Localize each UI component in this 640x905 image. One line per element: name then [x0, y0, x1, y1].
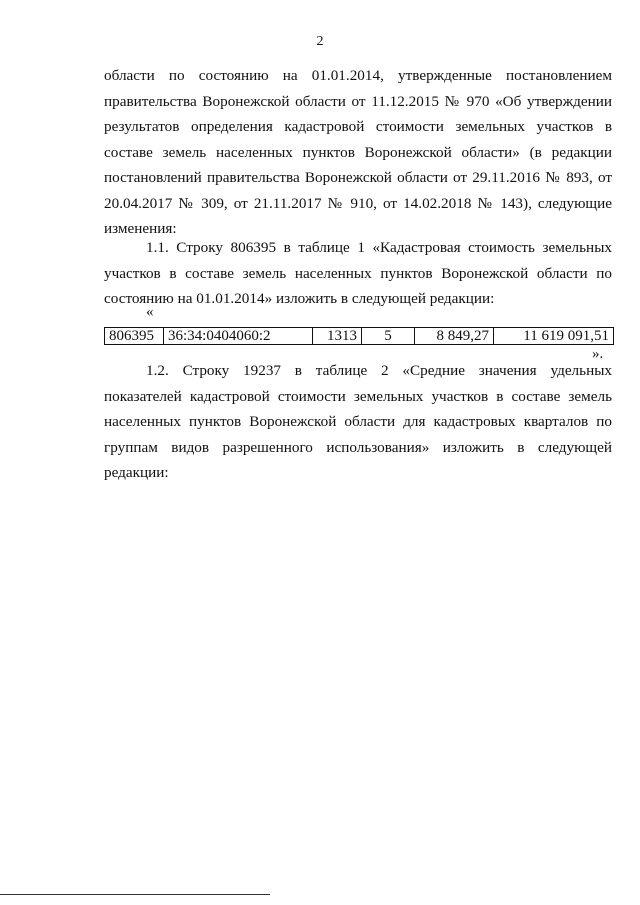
footer-divider [0, 894, 270, 895]
table-cell-cadastral-value: 11 619 091,51 [494, 328, 614, 345]
table-cell-group: 5 [362, 328, 415, 345]
table-cell-row-number: 806395 [105, 328, 164, 345]
table-cell-specific-value: 8 849,27 [415, 328, 494, 345]
page-number: 2 [316, 34, 324, 49]
table-cell-area: 1313 [313, 328, 362, 345]
table-row [105, 328, 614, 345]
item-1-2-paragraph: 1.2. Строку 19237 в таблице 2 «Средние значения удельных показателей кадастровой стоимости земельных участков в составе земель населенных пунктов Воронежской области для кадастровых кварталов по группам видов разрешенного использования» изложить в следующей редакции: [104, 362, 612, 481]
closing-quote-mark: ». [592, 346, 604, 362]
table-cell-cadastral-number: 36:34:0404060:2 [164, 328, 313, 345]
intro-paragraph: области по состоянию на 01.01.2014, утвержденные постановлением правительства Воронежской области от 11.12.2015 № 970 «Об утверждении результатов определения кадастровой стоимости земельных участков в составе земель населенных пунктов Воронежской области» (в редакции постановлений правительства Воронежской области от 29.11.2016 № 893, от 20.04.2017 № 309, от 21.11.2017 № 910, от 14.02.2018 № 143), следующие изменения: [104, 67, 612, 237]
cadastral-value-row-table [104, 327, 614, 345]
item-1-1-paragraph: 1.1. Строку 806395 в таблице 1 «Кадастровая стоимость земельных участков в составе земель населенных пунктов Воронежской области по состоянию на 01.01.2014» изложить в следующей редакции: [104, 239, 612, 307]
opening-quote-mark: « [146, 304, 154, 320]
